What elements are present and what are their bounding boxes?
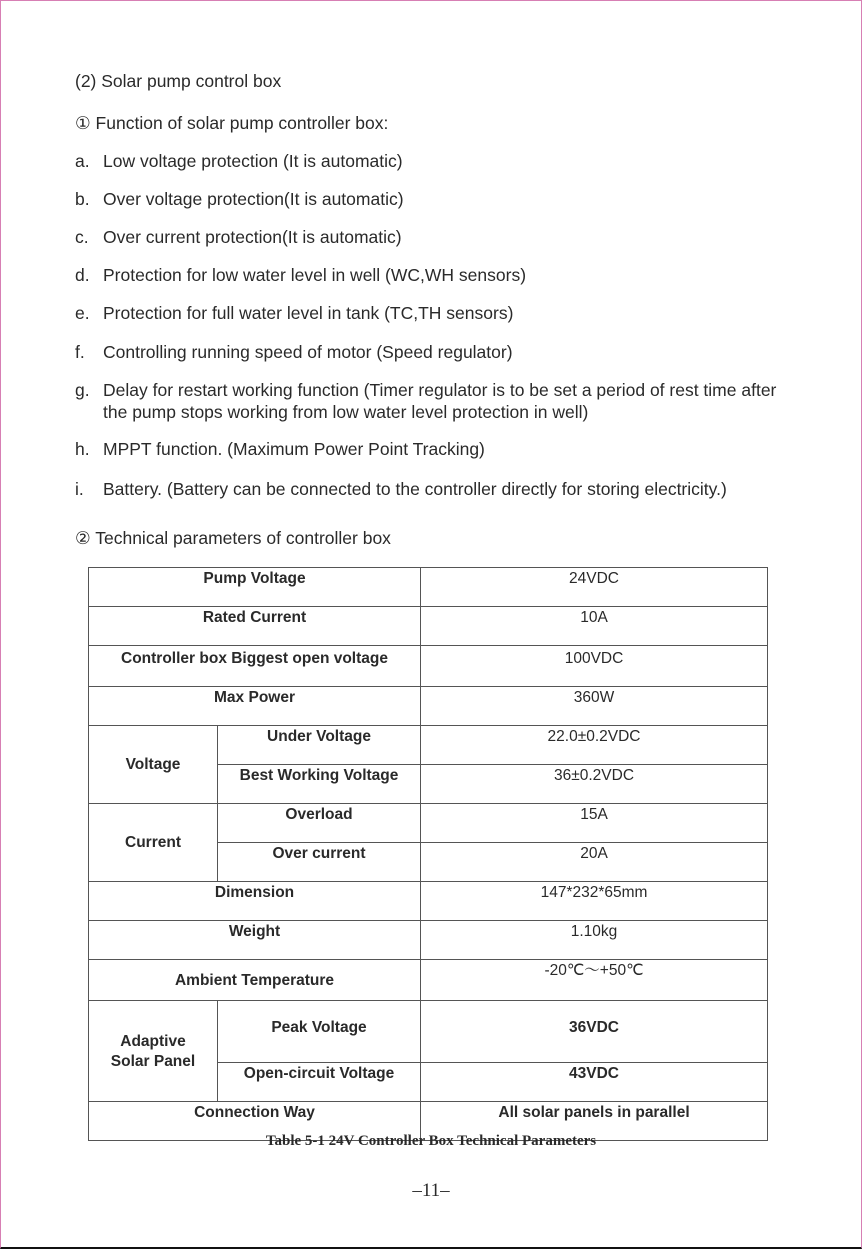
function-title: ① Function of solar pump controller box:: [75, 113, 389, 133]
param-label: Connection Way: [89, 1102, 421, 1141]
param-label: Under Voltage: [218, 726, 421, 765]
param-value: 36VDC: [421, 1001, 768, 1063]
item-label: h.: [75, 439, 90, 459]
param-value: 1.10kg: [421, 921, 768, 960]
table-row: [89, 882, 768, 921]
param-value: 20A: [421, 843, 768, 882]
param-label: Peak Voltage: [218, 1001, 421, 1063]
table-caption: Table 5-1 24V Controller Box Technical Parameters: [265, 1133, 597, 1149]
table-row: [89, 921, 768, 960]
param-label: Open-circuit Voltage: [218, 1063, 421, 1102]
item-text: Protection for full water level in tank (TC,TH sensors): [103, 303, 514, 323]
item-label: d.: [75, 265, 90, 285]
table-row: [89, 568, 768, 607]
item-label: a.: [75, 151, 90, 171]
param-label: Weight: [89, 921, 421, 960]
item-text: MPPT function. (Maximum Power Point Tracking): [103, 439, 485, 459]
param-value: 147*232*65mm: [421, 882, 768, 921]
param-value: 36±0.2VDC: [421, 765, 768, 804]
param-value: 43VDC: [421, 1063, 768, 1102]
param-value: 22.0±0.2VDC: [421, 726, 768, 765]
item-label: c.: [75, 227, 89, 247]
param-label: Pump Voltage: [89, 568, 421, 607]
item-text: Battery. (Battery can be connected to the controller directly for storing electricity.): [103, 479, 727, 499]
page-number: –11–: [412, 1180, 450, 1201]
item-label: i.: [75, 479, 84, 499]
param-label: Max Power: [89, 687, 421, 726]
table-row: [89, 687, 768, 726]
table-row: [89, 726, 768, 765]
param-value: All solar panels in parallel: [421, 1102, 768, 1141]
item-text: Over voltage protection(It is automatic): [103, 189, 404, 209]
group-label-line: Adaptive: [120, 1032, 186, 1050]
table-row: [89, 960, 768, 1001]
param-label: Best Working Voltage: [218, 765, 421, 804]
table-row: [89, 804, 768, 843]
param-value: -20℃～+50℃: [421, 960, 768, 1001]
item-label: f.: [75, 342, 85, 362]
group-label-solar-panel: [89, 1001, 218, 1102]
table-row: [89, 646, 768, 687]
item-text: Low voltage protection (It is automatic): [103, 151, 403, 171]
group-label-voltage: Voltage: [89, 726, 218, 804]
param-label: Rated Current: [89, 607, 421, 646]
table-row: [89, 607, 768, 646]
item-text: Delay for restart working function (Timer regulator is to be set a period of rest time after the pump stops working from low water level protection in well): [103, 380, 777, 422]
item-text: Over current protection(It is automatic): [103, 227, 402, 247]
params-title: ② Technical parameters of controller box: [75, 528, 391, 548]
item-text: Protection for low water level in well (WC,WH sensors): [103, 265, 527, 285]
group-label-current: Current: [89, 804, 218, 882]
group-label-line: Solar Panel: [110, 1052, 196, 1070]
item-label: b.: [75, 189, 90, 209]
param-value: 100VDC: [421, 646, 768, 687]
item-label: e.: [75, 303, 90, 323]
param-label: Over current: [218, 843, 421, 882]
param-value: 15A: [421, 804, 768, 843]
param-label: Dimension: [89, 882, 421, 921]
item-label: g.: [75, 380, 90, 400]
section-heading: (2) Solar pump control box: [75, 71, 282, 91]
param-label: Controller box Biggest open voltage: [89, 646, 421, 687]
param-value: 24VDC: [421, 568, 768, 607]
item-text: Controlling running speed of motor (Speed regulator): [103, 342, 513, 362]
param-label: Ambient Temperature: [89, 960, 421, 1001]
param-label: Overload: [218, 804, 421, 843]
param-value: 360W: [421, 687, 768, 726]
parameters-table: [88, 567, 768, 1141]
table-row: [89, 1001, 768, 1063]
param-value: 10A: [421, 607, 768, 646]
